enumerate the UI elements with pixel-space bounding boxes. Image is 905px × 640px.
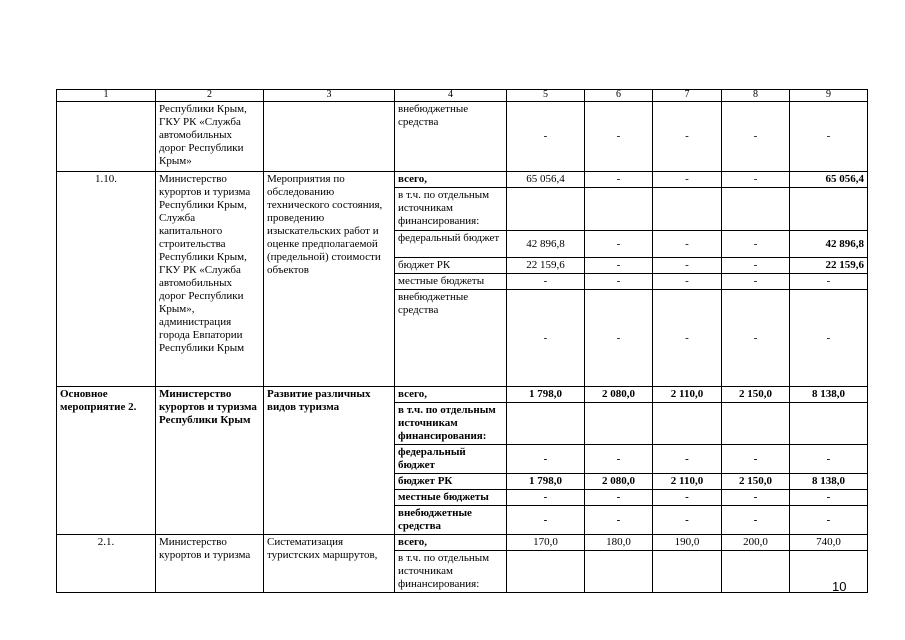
row-number: 2.1. (57, 535, 156, 593)
source-cell: в т.ч. по отдельным источникам финансирования: (395, 188, 507, 231)
value-cell: - (585, 258, 653, 274)
value-cell: - (722, 290, 790, 387)
value-cell: - (722, 490, 790, 506)
value-cell: - (507, 506, 585, 535)
col-header: 2 (156, 90, 264, 102)
col-header: 7 (653, 90, 722, 102)
value-cell: 170,0 (507, 535, 585, 551)
source-cell: бюджет РК (395, 474, 507, 490)
value-cell: 65 056,4 (507, 172, 585, 188)
value-cell: 22 159,6 (507, 258, 585, 274)
value-cell (585, 403, 653, 445)
executor-cell: Министерство курортов и туризма Республики Крым (156, 387, 264, 535)
value-cell: - (653, 445, 722, 474)
value-cell: - (653, 258, 722, 274)
source-cell: внебюджетные средства (395, 290, 507, 387)
table-row (57, 387, 868, 403)
value-cell (507, 188, 585, 231)
value-cell: - (585, 231, 653, 258)
value-cell: 1 798,0 (507, 474, 585, 490)
value-cell: - (790, 102, 868, 172)
value-cell: - (585, 445, 653, 474)
value-cell: - (585, 490, 653, 506)
source-cell: внебюджетные средства (395, 102, 507, 172)
value-cell (790, 188, 868, 231)
value-cell: - (722, 274, 790, 290)
value-cell: - (585, 290, 653, 387)
activity-cell: Мероприятия по обследованию технического состояния, проведению изыскательских работ и оценке предполагаемой (предельной) стоимости объектов (264, 172, 395, 387)
value-cell: 200,0 (722, 535, 790, 551)
value-cell: 2 150,0 (722, 474, 790, 490)
value-cell (653, 403, 722, 445)
value-cell: - (653, 231, 722, 258)
col-header: 4 (395, 90, 507, 102)
executor-cell: Министерство курортов и туризма (156, 535, 264, 593)
value-cell (790, 551, 868, 593)
source-cell: всего, (395, 387, 507, 403)
source-cell: федеральный бюджет (395, 231, 507, 258)
value-cell (507, 403, 585, 445)
value-cell: - (653, 102, 722, 172)
col-header: 8 (722, 90, 790, 102)
value-cell: - (722, 258, 790, 274)
source-cell: федеральный бюджет (395, 445, 507, 474)
page-number: 10 (832, 579, 847, 594)
table-row (57, 535, 868, 551)
row-number (57, 102, 156, 172)
value-cell: 8 138,0 (790, 474, 868, 490)
source-cell: в т.ч. по отдельным источникам финансирования: (395, 403, 507, 445)
source-cell: местные бюджеты (395, 274, 507, 290)
value-cell: - (722, 445, 790, 474)
value-cell: - (790, 274, 868, 290)
col-header: 3 (264, 90, 395, 102)
value-cell: - (507, 445, 585, 474)
row-number: Основное мероприятие 2. (57, 387, 156, 535)
value-cell: 2 110,0 (653, 387, 722, 403)
value-cell: - (585, 506, 653, 535)
col-header: 1 (57, 90, 156, 102)
value-cell: - (790, 490, 868, 506)
executor-cell: Министерство курортов и туризма Республики Крым, Служба капитального строительства Республики Крым, ГКУ РК «Служба автомобильных дорог Республики Крым», администрация города Евпатории Республики Крым (156, 172, 264, 387)
header-row (57, 90, 868, 102)
value-cell: 180,0 (585, 535, 653, 551)
value-cell: 2 080,0 (585, 387, 653, 403)
value-cell: 65 056,4 (790, 172, 868, 188)
value-cell: 22 159,6 (790, 258, 868, 274)
funding-table (56, 89, 868, 593)
value-cell (585, 551, 653, 593)
value-cell: - (507, 490, 585, 506)
value-cell: - (653, 490, 722, 506)
row-number: 1.10. (57, 172, 156, 387)
table-row (57, 102, 868, 172)
value-cell: - (653, 506, 722, 535)
value-cell: 2 080,0 (585, 474, 653, 490)
value-cell (722, 188, 790, 231)
value-cell: - (653, 172, 722, 188)
activity-cell: Развитие различных видов туризма (264, 387, 395, 535)
value-cell: - (585, 172, 653, 188)
value-cell (585, 188, 653, 231)
col-header: 6 (585, 90, 653, 102)
value-cell: - (585, 102, 653, 172)
value-cell: - (790, 506, 868, 535)
value-cell: 8 138,0 (790, 387, 868, 403)
value-cell (722, 403, 790, 445)
table-row (57, 172, 868, 188)
value-cell: 740,0 (790, 535, 868, 551)
value-cell (722, 551, 790, 593)
source-cell: всего, (395, 535, 507, 551)
value-cell: - (507, 102, 585, 172)
value-cell: - (585, 274, 653, 290)
value-cell: 1 798,0 (507, 387, 585, 403)
source-cell: бюджет РК (395, 258, 507, 274)
value-cell: - (722, 231, 790, 258)
activity-cell (264, 102, 395, 172)
value-cell: - (790, 290, 868, 387)
value-cell (653, 188, 722, 231)
value-cell: - (722, 172, 790, 188)
value-cell: 2 110,0 (653, 474, 722, 490)
source-cell: внебюджетные средства (395, 506, 507, 535)
value-cell: 190,0 (653, 535, 722, 551)
value-cell: 42 896,8 (790, 231, 868, 258)
source-cell: в т.ч. по отдельным источникам финансирования: (395, 551, 507, 593)
value-cell: - (653, 274, 722, 290)
value-cell: 2 150,0 (722, 387, 790, 403)
value-cell: - (722, 102, 790, 172)
source-cell: местные бюджеты (395, 490, 507, 506)
value-cell (653, 551, 722, 593)
value-cell (790, 403, 868, 445)
col-header: 9 (790, 90, 868, 102)
value-cell: - (653, 290, 722, 387)
activity-cell: Систематизация туристских маршрутов, (264, 535, 395, 593)
value-cell: - (507, 274, 585, 290)
value-cell: 42 896,8 (507, 231, 585, 258)
value-cell: - (790, 445, 868, 474)
value-cell (507, 551, 585, 593)
source-cell: всего, (395, 172, 507, 188)
value-cell: - (722, 506, 790, 535)
executor-cell: Республики Крым, ГКУ РК «Служба автомобильных дорог Республики Крым» (156, 102, 264, 172)
col-header: 5 (507, 90, 585, 102)
value-cell: - (507, 290, 585, 387)
